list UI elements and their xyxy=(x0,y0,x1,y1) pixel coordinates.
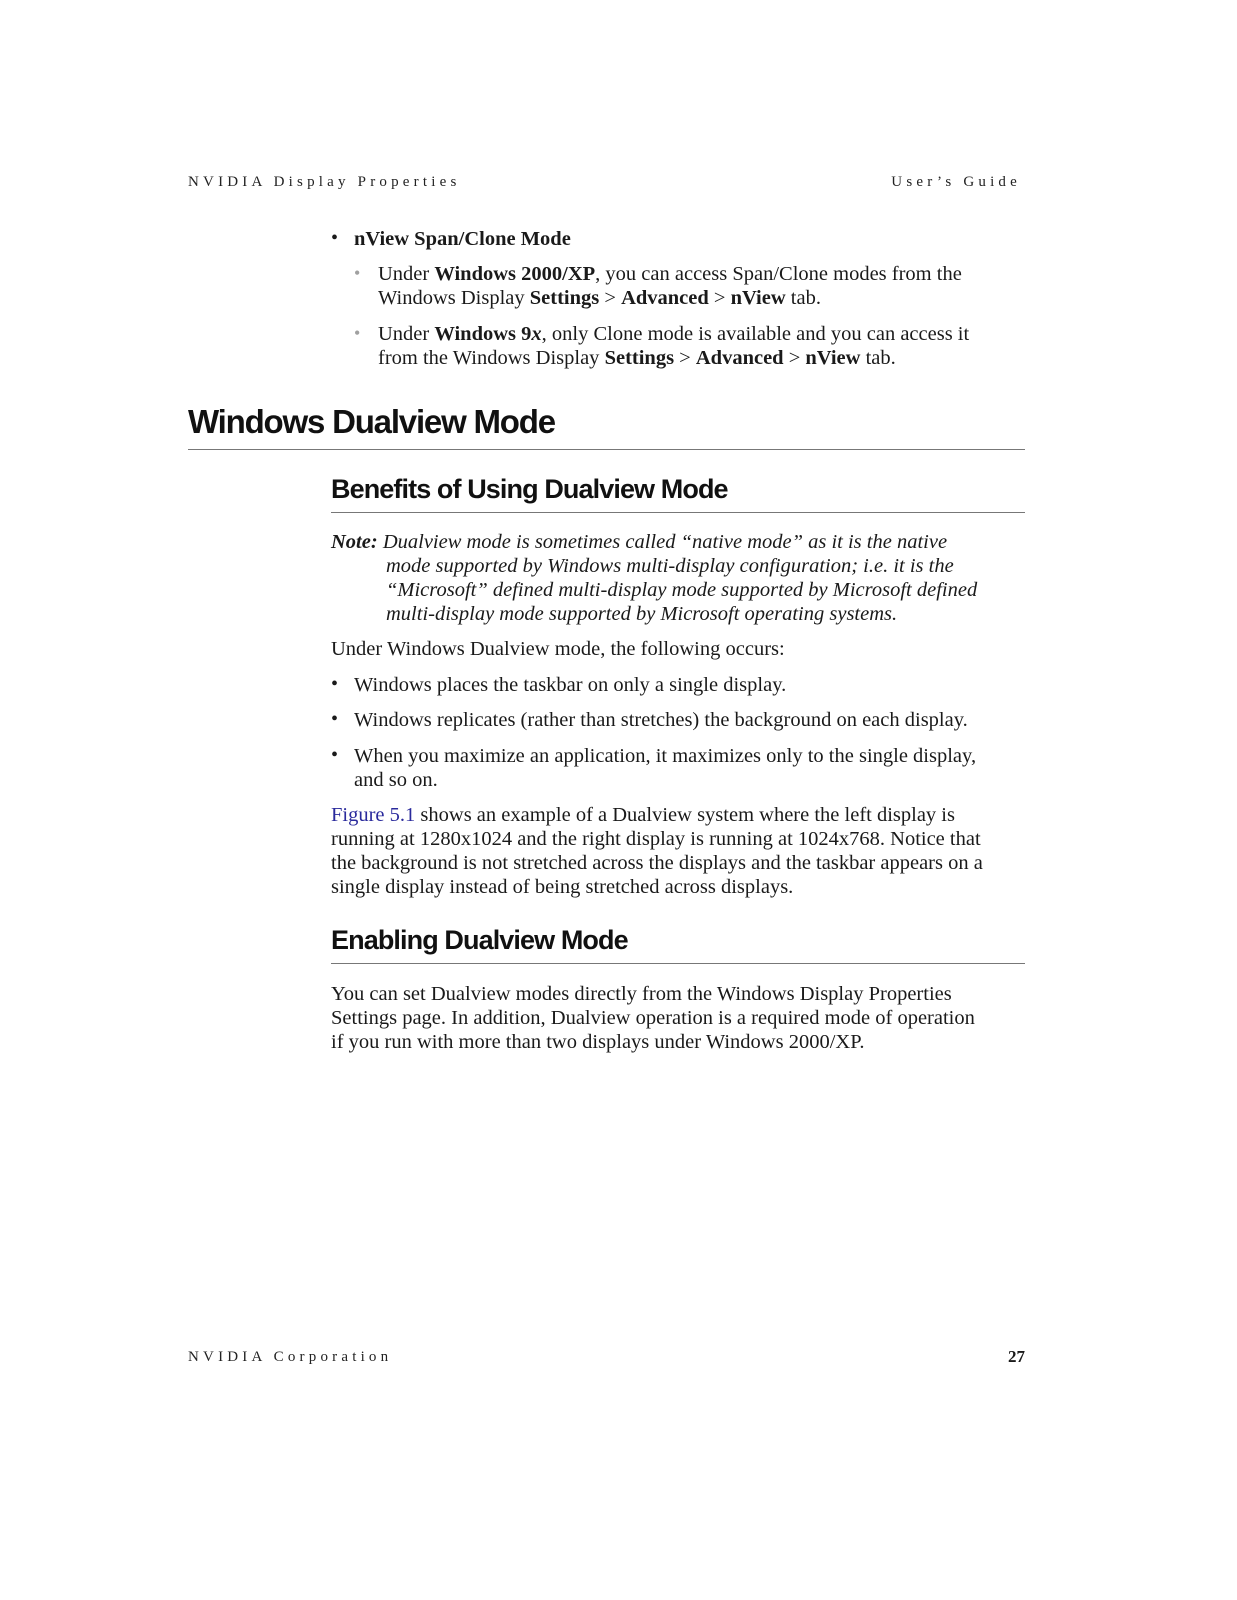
enabling-heading: Enabling Dualview Mode xyxy=(331,925,628,955)
figure-5-1-link[interactable]: Figure 5.1 xyxy=(331,804,416,826)
bullet-marker: • xyxy=(331,708,339,730)
benefits-heading-rule xyxy=(331,512,1025,513)
enabling-paragraph: You can set Dualview modes directly from the Windows Display Properties Settings page. In addition, Dualview operation is a required mode of operation if you run with more than two displays under Windows 2000/XP. xyxy=(331,983,975,1053)
note-block: Note: Dualview mode is sometimes called “native mode” as it is the native mode supported by Windows multi-display configuration; i.e. it is the “Microsoft” defined multi-display mode supported by Microsoft defined multi-display mode supported by Microsoft operating systems. xyxy=(331,531,978,625)
section-title: Windows Dualview Mode xyxy=(188,403,555,440)
note-label: Note: xyxy=(331,531,378,553)
enabling-heading-rule xyxy=(331,963,1025,964)
bullet-marker: • xyxy=(331,673,339,695)
section-title-rule xyxy=(188,449,1025,450)
page-number: 27 xyxy=(1008,1347,1025,1366)
sub-bullet-marker: • xyxy=(354,323,361,343)
list-item: Windows replicates (rather than stretches) the background on each display. xyxy=(354,709,968,731)
footer-company: NVIDIA Corporation xyxy=(188,1349,393,1365)
bullet-marker: • xyxy=(331,744,339,766)
bullet-marker: • xyxy=(331,227,339,249)
benefits-heading: Benefits of Using Dualview Mode xyxy=(331,474,728,504)
sub-bullet-marker: • xyxy=(354,263,361,283)
running-header-title: NVIDIA Display Properties xyxy=(188,174,461,190)
dualview-intro: Under Windows Dualview mode, the following occurs: xyxy=(331,638,785,660)
list-item: Windows places the taskbar on only a single display. xyxy=(354,674,787,696)
nview-item-windows-2000: Under Windows 2000/XP, you can access Span/Clone modes from the Windows Display Settings > Advanced > nView tab. xyxy=(378,263,962,309)
running-header-guide: User’s Guide xyxy=(891,174,1021,190)
list-item: When you maximize an application, it maximizes only to the single display, and so on. xyxy=(354,745,977,791)
figure-paragraph: Figure 5.1 shows an example of a Dualview system where the left display is running at 1280x1024 and the right display is running at 1024x768. Notice that the background is not stretched across the displays and the taskbar appears on a single display instead of being stretched across displays. xyxy=(331,804,983,898)
nview-bullet-title: nView Span/Clone Mode xyxy=(354,228,571,250)
nview-item-windows-9x: Under Windows 9x, only Clone mode is available and you can access it from the Windows Display Settings > Advanced > nView tab. xyxy=(378,323,970,369)
